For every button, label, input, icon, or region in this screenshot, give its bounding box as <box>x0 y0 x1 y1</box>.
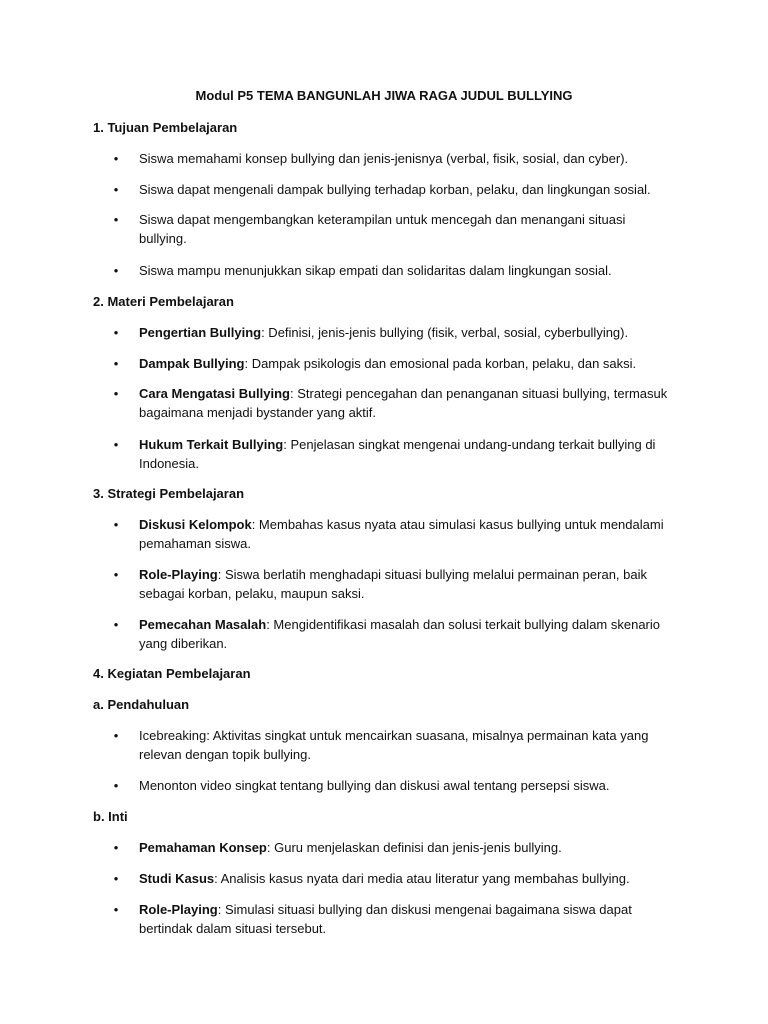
list-item-description: : Siswa berlatih menghadapi situasi bullying melalui permainan peran, baik sebagai korban, pelaku, maupun saksi. <box>139 567 647 601</box>
list-item-text <box>139 384 669 422</box>
list-item-term: Role-Playing <box>139 902 218 917</box>
list-item-description: : Penjelasan singkat mengenai undang-undang terkait bullying di Indonesia. <box>139 437 656 471</box>
list-item-text: Siswa dapat mengenali dampak bullying terhadap korban, pelaku, dan lingkungan sosial. <box>139 182 651 197</box>
list-item-description: : Analisis kasus nyata dari media atau literatur yang membahas bullying. <box>214 871 630 886</box>
list-item-text <box>139 323 669 342</box>
bullet-icon: • <box>113 902 119 917</box>
subsection-heading-inti: b. Inti <box>93 809 128 824</box>
bullet-icon: • <box>113 517 119 532</box>
bullet-icon: • <box>113 182 119 197</box>
bullet-icon: • <box>113 212 119 227</box>
section-heading-tujuan: 1. Tujuan Pembelajaran <box>93 120 238 135</box>
document-title: Modul P5 TEMA BANGUNLAH JIWA RAGA JUDUL BULLYING <box>195 88 573 103</box>
section-heading-materi: 2. Materi Pembelajaran <box>93 294 234 309</box>
list-item-text: Siswa memahami konsep bullying dan jenis-jenisnya (verbal, fisik, sosial, dan cyber). <box>139 151 629 166</box>
list-item-description: : Membahas kasus nyata atau simulasi kasus bullying untuk mendalami pemahaman siswa. <box>139 517 664 551</box>
list-item-term: Pemecahan Masalah <box>139 617 267 632</box>
bullet-icon: • <box>113 840 119 855</box>
list-item-description: : Definisi, jenis-jenis bullying (fisik, verbal, sosial, cyberbullying). <box>261 325 629 340</box>
list-item-term: Cara Mengatasi Bullying <box>139 386 290 401</box>
list-item-text: Icebreaking: Aktivitas singkat untuk mencairkan suasana, misalnya permainan kata yang relevan dengan topik bullying. <box>139 728 649 762</box>
list-item-text: Menonton video singkat tentang bullying dan diskusi awal tentang persepsi siswa. <box>139 778 610 793</box>
section-heading-kegiatan: 4. Kegiatan Pembelajaran <box>93 666 251 681</box>
list-item-description: : Guru menjelaskan definisi dan jenis-jenis bullying. <box>266 840 562 855</box>
bullet-icon: • <box>113 617 119 632</box>
bullet-icon: • <box>113 356 119 371</box>
list-item-term: Role-Playing <box>139 567 218 582</box>
list-item-term: Pengertian Bullying <box>139 325 262 340</box>
bullet-icon: • <box>113 325 119 340</box>
bullet-icon: • <box>113 386 119 401</box>
list-item-description: : Dampak psikologis dan emosional pada korban, pelaku, dan saksi. <box>244 356 637 371</box>
list-item-term: Hukum Terkait Bullying <box>139 437 284 452</box>
list-item-text <box>139 838 669 857</box>
subsection-heading-pendahuluan: a. Pendahuluan <box>93 697 190 712</box>
list-item-text: Siswa dapat mengembangkan keterampilan untuk mencegah dan menangani situasi bullying. <box>139 212 626 246</box>
list-item-text <box>139 869 669 888</box>
list-item-text <box>139 354 669 373</box>
list-item-term: Diskusi Kelompok <box>139 517 252 532</box>
bullet-icon: • <box>113 437 119 452</box>
list-item-text <box>139 615 669 653</box>
list-item-description: : Mengidentifikasi masalah dan solusi terkait bullying dalam skenario yang diberikan. <box>139 617 661 651</box>
section-heading-strategi: 3. Strategi Pembelajaran <box>93 486 245 501</box>
list-item-description: : Strategi pencegahan dan penanganan situasi bullying, termasuk bagaimana menjadi bystander yang aktif. <box>139 386 668 420</box>
bullet-icon: • <box>113 728 119 743</box>
list-item-term: Pemahaman Konsep <box>139 840 267 855</box>
bullet-icon: • <box>113 778 119 793</box>
bullet-icon: • <box>113 567 119 582</box>
bullet-icon: • <box>113 263 119 278</box>
list-item-text <box>139 515 669 553</box>
list-item-text <box>139 435 669 473</box>
list-item-term: Dampak Bullying <box>139 356 245 371</box>
list-item-text <box>139 565 669 603</box>
list-item-term: Studi Kasus <box>139 871 215 886</box>
list-item-description: : Simulasi situasi bullying dan diskusi mengenai bagaimana siswa dapat bertindak dalam situasi tersebut. <box>139 902 632 936</box>
bullet-icon: • <box>113 871 119 886</box>
list-item-text: Siswa mampu menunjukkan sikap empati dan solidaritas dalam lingkungan sosial. <box>139 263 612 278</box>
list-item-text <box>139 900 669 938</box>
bullet-icon: • <box>113 151 119 166</box>
